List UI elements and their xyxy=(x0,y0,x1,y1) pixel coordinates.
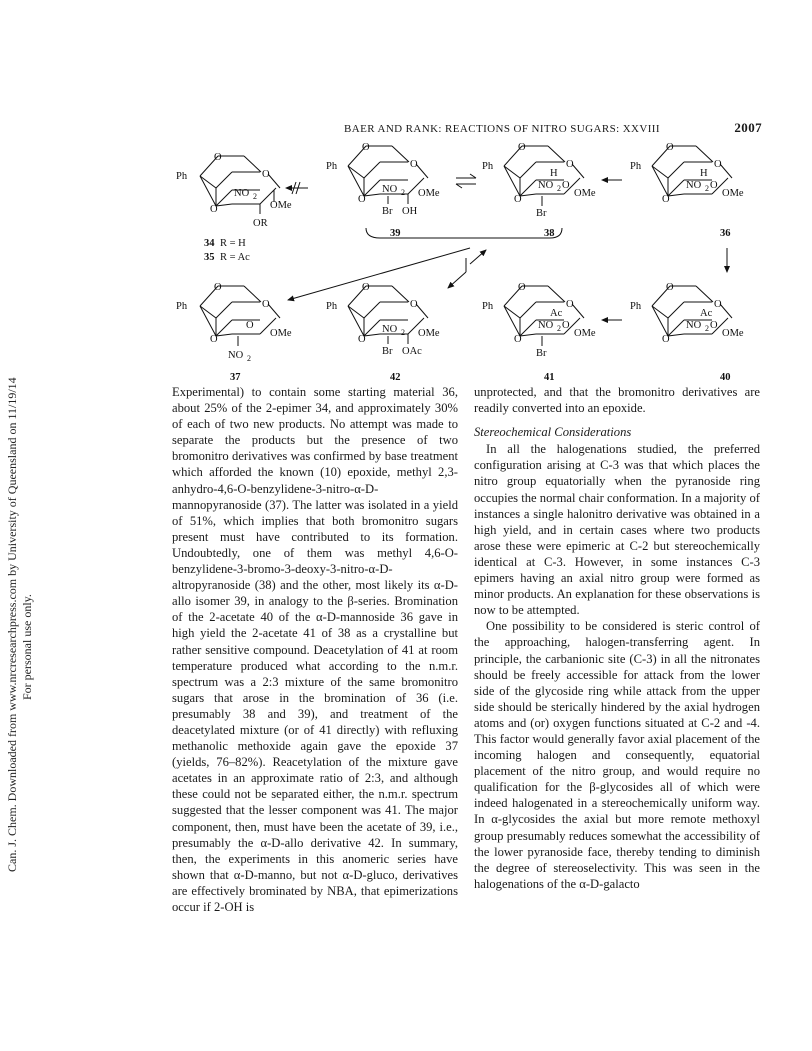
running-title: BAER AND RANK: REACTIONS OF NITRO SUGARS: XXVIII xyxy=(344,123,660,135)
svg-text:NO: NO xyxy=(234,188,250,199)
svg-text:37: 37 xyxy=(230,372,241,380)
svg-text:2: 2 xyxy=(705,184,709,193)
svg-text:O: O xyxy=(210,334,218,345)
archive-download-notice xyxy=(2,240,42,880)
svg-text:Ac: Ac xyxy=(550,308,563,319)
svg-text:O: O xyxy=(362,282,370,293)
structure-36 xyxy=(630,142,744,239)
svg-text:Br: Br xyxy=(382,346,393,357)
structure-39 xyxy=(326,142,440,239)
svg-text:O: O xyxy=(262,299,270,310)
svg-text:O: O xyxy=(514,194,522,205)
svg-text:40: 40 xyxy=(720,372,731,380)
svg-text:Ph: Ph xyxy=(326,301,338,312)
svg-text:Ph: Ph xyxy=(630,161,642,172)
svg-text:2: 2 xyxy=(557,324,561,333)
svg-text:Ph: Ph xyxy=(482,301,494,312)
svg-text:36: 36 xyxy=(720,228,731,239)
svg-text:O: O xyxy=(714,159,722,170)
svg-text:H: H xyxy=(550,168,558,179)
page-number: 2007 xyxy=(734,120,762,135)
svg-text:O: O xyxy=(246,320,254,331)
svg-text:OMe: OMe xyxy=(722,328,744,339)
body-paragraph: unprotected, and that the bromonitro derivatives are readily converted into an epoxide. xyxy=(474,385,760,416)
svg-text:OMe: OMe xyxy=(418,188,440,199)
svg-text:O: O xyxy=(566,159,574,170)
svg-text:OH: OH xyxy=(402,206,418,217)
svg-text:2: 2 xyxy=(401,188,405,197)
right-text-column xyxy=(474,384,760,892)
structure-40 xyxy=(630,282,744,380)
body-paragraph: In all the halogenations studied, the preferred configuration arising at C-3 was that which places the nitro group equatorially when the pyranoside ring occupies the normal chair conformation. In a majority of instances a single halonitro derivative was obtained in a high yield, and in certain cases where two products arose these were epimeric at C-2 but stereochemically identical at C-3. However, in some instances C-3 epimers having an axial nitro group were formed as minor products. An explanation for these observations is now to be attempted. xyxy=(474,442,760,618)
svg-text:O: O xyxy=(214,282,222,293)
svg-text:O: O xyxy=(518,142,526,153)
structure-37 xyxy=(176,282,292,380)
svg-text:O: O xyxy=(666,282,674,293)
svg-text:2: 2 xyxy=(247,354,251,363)
svg-text:42: 42 xyxy=(390,372,401,380)
svg-text:NO: NO xyxy=(686,320,702,331)
svg-text:NO: NO xyxy=(228,350,244,361)
svg-text:O: O xyxy=(410,299,418,310)
svg-text:O: O xyxy=(662,334,670,345)
svg-text:Ph: Ph xyxy=(176,301,188,312)
svg-text:O: O xyxy=(666,142,674,153)
svg-text:NO: NO xyxy=(382,324,398,335)
left-text-column xyxy=(172,384,458,915)
svg-text:OMe: OMe xyxy=(574,328,596,339)
svg-text:Ph: Ph xyxy=(326,161,338,172)
svg-text:35: 35 xyxy=(204,252,215,263)
svg-text:O: O xyxy=(210,204,218,215)
reaction-scheme-svg xyxy=(170,142,770,380)
section-heading: Stereochemical Considerations xyxy=(474,425,632,440)
svg-text:2: 2 xyxy=(253,192,257,201)
svg-text:NO: NO xyxy=(382,184,398,195)
blocked-arrow xyxy=(286,182,308,194)
svg-text:O: O xyxy=(214,152,222,163)
structure-34-35 xyxy=(176,152,292,263)
svg-text:Ph: Ph xyxy=(176,171,188,182)
svg-text:39: 39 xyxy=(390,228,401,239)
svg-text:O: O xyxy=(358,334,366,345)
running-header xyxy=(174,120,762,140)
svg-text:O: O xyxy=(362,142,370,153)
archive-notice-line2: For personal use only. xyxy=(20,594,34,700)
svg-text:O: O xyxy=(518,282,526,293)
equilibrium-arrow xyxy=(456,174,476,188)
svg-text:OMe: OMe xyxy=(574,188,596,199)
reaction-scheme xyxy=(170,142,770,380)
svg-text:O: O xyxy=(710,180,718,191)
body-paragraph: Experimental) to contain some starting material 36, about 25% of the 2-epimer 34, and approximately 30% of each of two new products. No attempt was made to separate the products but the presence of two bromonitro derivatives was confirmed by base treatment which afforded the known (10) epoxide, methyl 2,3-anhydro-4,6-O-benzylidene-3-nitro-α-D-mannopyranoside (37). The latter was isolated in a yield of 51%, which implies that both bromonitro sugars present must have contributed to its formation. Undoubtedly, one of them was methyl 4,6-O-benzylidene-3-bromo-3-deoxy-3-nitro-α-D-altropyranoside (38) and the other, most likely its α-D-allo isomer 39, in analogy to the β-series. Bromination of the 2-acetate 40 of the α-D-mannoside 36 gave in high yield the 2-acetate 41 of 38 as a crystalline but rather sensitive compound. Deacetylation of 41 at room temperature produced what according to the n.m.r. spectrum was a 2:3 mixture of the same bromonitro sugars that arose in the bromination of 36 (i.e. presumably 38 and 39), and treatment of the deacetylated mixture (or of 41 directly) with refluxing methanolic methoxide again gave the epoxide 37 (yields, 76–82%). Reacetylation of the mixture gave acetates in an approximate ratio of 2:3, and although these could not be separated either, the n.m.r. spectrum suggested that the lesser component was 41. The major component, then, must have been the acetate of 39, i.e., presumably the α-D-allo derivative 42. In summary, then, the experiments in this anomeric series have shown that α-D-manno, but not α-D-gluco, derivatives are effectively brominated by NBA, that epimerizations occur if 2-OH is xyxy=(172,385,458,914)
svg-text:O: O xyxy=(358,194,366,205)
svg-text:OR: OR xyxy=(253,218,268,229)
svg-text:O: O xyxy=(566,299,574,310)
svg-text:Ph: Ph xyxy=(482,161,494,172)
svg-text:OAc: OAc xyxy=(402,346,422,357)
svg-text:2: 2 xyxy=(705,324,709,333)
structure-38 xyxy=(482,142,596,239)
svg-text:H: H xyxy=(700,168,708,179)
svg-text:41: 41 xyxy=(544,372,555,380)
fork-arrows xyxy=(288,248,486,300)
svg-text:O: O xyxy=(514,334,522,345)
svg-text:OMe: OMe xyxy=(722,188,744,199)
svg-text:34: 34 xyxy=(204,238,215,249)
svg-text:2: 2 xyxy=(401,328,405,337)
svg-text:O: O xyxy=(410,159,418,170)
svg-text:Br: Br xyxy=(536,208,547,219)
svg-text:OMe: OMe xyxy=(270,328,292,339)
structure-41 xyxy=(482,282,596,380)
svg-text:38: 38 xyxy=(544,228,555,239)
svg-text:O: O xyxy=(562,180,570,191)
svg-text:OMe: OMe xyxy=(418,328,440,339)
svg-text:O: O xyxy=(714,299,722,310)
svg-text:O: O xyxy=(662,194,670,205)
svg-text:NO: NO xyxy=(686,180,702,191)
svg-text:NO: NO xyxy=(538,180,554,191)
svg-text:2: 2 xyxy=(557,184,561,193)
archive-notice-line1: Can. J. Chem. Downloaded from www.nrcresearchpress.com by University of Queensland on 11/19/14 xyxy=(5,377,19,872)
svg-text:R = H: R = H xyxy=(220,238,246,249)
svg-text:OMe: OMe xyxy=(270,200,292,211)
svg-text:NO: NO xyxy=(538,320,554,331)
svg-text:Br: Br xyxy=(536,348,547,359)
svg-text:Ac: Ac xyxy=(700,308,713,319)
archive-notice-svg xyxy=(2,240,42,880)
svg-text:Br: Br xyxy=(382,206,393,217)
svg-text:R = Ac: R = Ac xyxy=(220,252,250,263)
structure-42 xyxy=(326,282,440,380)
body-paragraph: One possibility to be considered is steric control of the approaching, halogen-transferring agent. In principle, the carbanionic site (C-3) in all the nitronates should be freely accessible for attack from the lower side of the glycoside ring while attack from the upper side should be sterically hindered by the axial hydrogen atoms and (or) oxygen functions situated at C-2 and -4. This factor would generally favor axial placement of the incoming halogen and consequently, equatorial placement of the nitro group, and would require no qualification for the β-glycosides all of which were indeed halogenated in a stereochemically uniform way. In α-glycosides the axial but more remote methoxyl group presumably reduces somewhat the accessibility of the lower pyranoside face, thereby tending to diminish the degree of stereoselectivity. This was seen in the halogenations of the α-D-galacto xyxy=(474,619,760,891)
svg-text:O: O xyxy=(710,320,718,331)
svg-text:Ph: Ph xyxy=(630,301,642,312)
svg-text:O: O xyxy=(262,169,270,180)
svg-text:O: O xyxy=(562,320,570,331)
